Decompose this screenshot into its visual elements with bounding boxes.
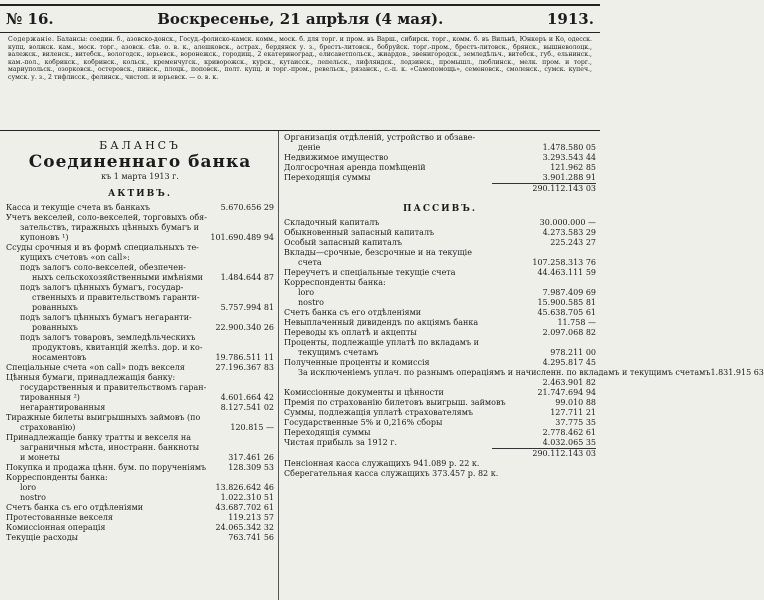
entry-label: nostro [20, 493, 46, 502]
issue-date: Воскресенье, 21 апрѣля (4 мая). [157, 10, 444, 28]
entry-amount: 11.758 — [557, 318, 596, 327]
entry-amount [188, 263, 274, 273]
liability-row [284, 288, 596, 298]
liability-row [284, 388, 596, 398]
liability-row [284, 459, 596, 469]
entry-amount: 290.112.143 03 [492, 183, 596, 194]
asset-row [6, 353, 274, 363]
entry-amount: 19.786.511 11 [215, 353, 274, 362]
asset-row [6, 393, 274, 403]
liability-row [284, 428, 596, 438]
entry-amount [203, 343, 274, 353]
entry-amount [200, 293, 274, 303]
entry-amount: 13.826.642 46 [215, 483, 274, 492]
asset-row [6, 443, 274, 453]
asset-cont-row [284, 183, 596, 194]
entry-label: Особый запасный капиталъ [284, 238, 403, 247]
entry-label: купоновъ ¹) [20, 233, 69, 242]
left-column [6, 133, 274, 600]
entry-amount: 101.690.489 94 [210, 233, 274, 242]
entry-amount: 15.900.585 81 [537, 298, 596, 307]
asset-row [6, 283, 274, 293]
entry-label: Покупка и продажа цѣнн. бум. по порученіямъ [6, 463, 207, 472]
entry-amount: 120.815 — [230, 423, 274, 432]
liability-row [284, 438, 596, 448]
asset-row [6, 363, 274, 373]
asset-row [6, 273, 274, 283]
entry-label: тированныя ²) [20, 393, 80, 402]
asset-row [6, 433, 274, 443]
entry-label: деніе [298, 143, 321, 152]
entry-amount [188, 283, 274, 293]
entry-amount: 2.778.462 61 [542, 428, 596, 437]
entry-amount: 2.463.901 82 [542, 378, 596, 387]
entry-amount: 1.022.310 51 [220, 493, 274, 502]
liability-row [284, 318, 596, 328]
entry-amount: 5.757.994 81 [220, 303, 274, 312]
entry-amount: 107.258.313 76 [532, 258, 596, 267]
entry-label: Учетъ векселей, соло-векселей, торговыхъ обя- [6, 213, 207, 222]
entry-label: Полученные проценты и комиссія [284, 358, 430, 367]
liability-row [284, 368, 764, 378]
entry-amount: 5.670.656 29 [220, 203, 274, 212]
entry-amount [492, 459, 596, 469]
entry-label: Спеціальные счета «on call» подъ векселя [6, 363, 185, 372]
entry-amount: 45.638.705 61 [537, 308, 596, 317]
entry-label: Пенсіонная касса служащихъ 941.089 р. 22 к. [284, 459, 480, 468]
entry-amount: 43.687.702 61 [215, 503, 274, 512]
entry-label: loro [20, 483, 37, 492]
asset-row [6, 313, 274, 323]
entry-amount: 128.309 53 [228, 463, 274, 472]
asset-row [6, 533, 274, 543]
asset-row [6, 403, 274, 413]
entry-amount: 21.747.694 94 [537, 388, 596, 397]
entry-label: страхованію) [20, 423, 76, 432]
entry-amount [206, 383, 274, 393]
entry-amount [188, 373, 274, 383]
asset-row [6, 513, 274, 523]
entry-label: Недвижимое имущество [284, 153, 389, 162]
asset-cont-row [284, 143, 596, 153]
entry-amount [200, 413, 274, 423]
entry-amount [199, 243, 274, 253]
entry-label: Тиражные билеты выигрышныхъ займовъ (по [6, 413, 201, 422]
entry-label: Цѣнныя бумаги, принадлежащія банку: [6, 373, 176, 382]
entry-label: подъ залогъ товаровъ, земледѣльческихъ [20, 333, 196, 342]
asset-row [6, 493, 274, 503]
entry-amount: 1.478.580 05 [542, 143, 596, 152]
entry-label [284, 448, 492, 459]
asset-row [6, 483, 274, 493]
entry-amount [199, 223, 274, 233]
entry-label: Счетъ банка съ его отдѣленіями [284, 308, 422, 317]
entry-amount: 978.211 00 [550, 348, 596, 357]
asset-row [6, 303, 274, 313]
entry-label: nostro [298, 298, 324, 307]
asset-row [6, 423, 274, 433]
asset-row [6, 523, 274, 533]
liability-row [284, 308, 596, 318]
entry-amount: 3.293.543 44 [542, 153, 596, 162]
entry-label: Переходящія суммы [284, 173, 371, 182]
top-rule [0, 4, 600, 6]
entry-amount [195, 333, 274, 343]
entry-label: продуктовъ, квитанцій желѣз. дор. и ко- [32, 343, 203, 352]
entry-amount: 37.775 35 [555, 418, 596, 427]
entry-label: Переходящія суммы [284, 428, 371, 437]
liability-row [284, 248, 596, 258]
entry-amount: 27.196.367 83 [215, 363, 274, 372]
asset-cont-row [284, 133, 596, 143]
asset-row [6, 333, 274, 343]
entry-label: негарантированныя [20, 403, 106, 412]
entry-amount: 317.461 26 [228, 453, 274, 462]
entry-label: loro [298, 288, 315, 297]
asset-row [6, 463, 274, 473]
entry-label: счета [298, 258, 322, 267]
entry-amount: 22.900.340 26 [215, 323, 274, 332]
masthead-rule [0, 32, 600, 33]
entry-label: За исключеніемъ уплач. по разнымъ операціямъ и начисленн. по вкладамъ и текущимъ счетамъ [298, 368, 711, 377]
entry-amount: 763.741 56 [228, 533, 274, 542]
entry-amount: 1.484.644 87 [220, 273, 274, 282]
asset-row [6, 323, 274, 333]
liability-row [284, 448, 596, 459]
asset-row [6, 223, 274, 233]
liability-row [284, 258, 596, 268]
issue-year: 1913. [547, 10, 594, 28]
asset-cont-row [284, 153, 596, 163]
entry-amount [207, 213, 274, 223]
entry-amount [191, 433, 274, 443]
asset-row [6, 263, 274, 273]
entry-label: Касса и текущіе счета въ банкахъ [6, 203, 150, 212]
table-of-contents [8, 36, 592, 128]
liability-row [284, 398, 596, 408]
entry-label: Государственные 5% и 0,216% сборы [284, 418, 443, 427]
entry-label [284, 378, 492, 388]
liability-row [284, 298, 596, 308]
asset-row [6, 473, 274, 483]
masthead [6, 10, 594, 30]
entry-label: Корреспонденты банка: [6, 473, 108, 482]
entry-label: подъ залогъ соло-векселей, обезпечен- [20, 263, 187, 272]
liability-row [284, 469, 596, 479]
entry-label: ныхъ сельскохозяйственными имѣніями [32, 273, 204, 282]
entry-label: заграничныя мѣста, иностранн. банкноты [20, 443, 200, 452]
liability-row [284, 328, 596, 338]
entry-label: текущимъ счетамъ [298, 348, 379, 357]
liability-row [284, 218, 596, 228]
liability-row [284, 338, 596, 348]
entry-amount: 44.463.111 59 [537, 268, 596, 277]
entry-amount [188, 253, 274, 263]
entry-label: Принадлежащіе банку тратты и векселя на [6, 433, 192, 442]
entry-amount: 8.127.541 02 [220, 403, 274, 412]
entry-label: рованныхъ [32, 323, 78, 332]
entry-label: подъ залогъ цѣнныхъ бумагъ негаранти- [20, 313, 192, 322]
entry-label: Комиссіонные документы и цѣнности [284, 388, 444, 397]
entry-label: Комиссіонная операція [6, 523, 106, 532]
balance-heading: БАЛАНСЪ [99, 139, 181, 152]
asset-row [6, 503, 274, 513]
column-separator [278, 131, 279, 600]
entry-amount: 3.901.288 91 [542, 173, 596, 182]
entry-amount: 290.112.143 03 [492, 448, 596, 459]
entry-label: Премія по страхованію билетовъ выигрыш. займовъ [284, 398, 506, 407]
liability-row [284, 378, 596, 388]
entry-label: Переучетъ и спеціальные текущіе счета [284, 268, 456, 277]
liability-row [284, 238, 596, 248]
entry-amount [492, 133, 596, 143]
entry-label: Чистая прибыль за 1912 г. [284, 438, 398, 447]
liability-row [284, 278, 596, 288]
entry-label: носаментовъ [32, 353, 87, 362]
entry-label: зательствъ, тиражныхъ цѣнныхъ бумагъ и [20, 223, 199, 232]
entry-amount: 30.000.000 — [539, 218, 596, 227]
assets-list [6, 203, 274, 543]
entry-amount: 127.711 21 [550, 408, 596, 417]
liability-row [284, 418, 596, 428]
entry-label: Ссуды срочныя и въ формѣ специальныхъ те- [6, 243, 199, 252]
entry-amount: 2.097.068 82 [542, 328, 596, 337]
entry-label: Складочный капиталъ [284, 218, 380, 227]
asset-row [6, 413, 274, 423]
asset-row [6, 233, 274, 243]
contents-label: Содержаніе. [8, 36, 55, 43]
entry-label: Организація отдѣленій, устройство и обзаве- [284, 133, 476, 142]
entry-amount: 119.213 57 [228, 513, 274, 522]
liabilities-heading: ПАССИВЪ. [402, 204, 477, 214]
liability-row [284, 268, 596, 278]
entry-label: Счетъ банка съ его отдѣленіями [6, 503, 144, 512]
entry-label: Протестованные векселя [6, 513, 113, 522]
liability-row [284, 228, 596, 238]
bank-name: Соединеннаго банка [28, 152, 252, 172]
entry-label: государственныя и правительствомъ гаран- [20, 383, 207, 392]
entry-label: Долгосрочная аренда помѣщеній [284, 163, 426, 172]
liability-row [284, 408, 596, 418]
asset-cont-row [284, 163, 596, 173]
entry-amount: 121.962 85 [550, 163, 596, 172]
balance-date: къ 1 марта 1913 г. [101, 172, 179, 181]
entry-amount [492, 278, 596, 288]
asset-row [6, 213, 274, 223]
entry-label: Сберегательная касса служащихъ 373.457 р. 82 к. [284, 469, 499, 478]
entry-label: Корреспонденты банка: [284, 278, 386, 287]
entry-amount [498, 469, 596, 479]
entry-amount: 7.987.409 69 [542, 288, 596, 297]
entry-amount: 1.831.915 63 [710, 368, 764, 377]
contents-rule [0, 130, 600, 131]
entry-label [284, 183, 492, 194]
issue-number: № 16. [6, 10, 54, 28]
asset-row [6, 293, 274, 303]
asset-row [6, 253, 274, 263]
entry-amount: 99.010 88 [555, 398, 596, 407]
entry-amount [492, 248, 596, 258]
entry-amount [188, 473, 274, 483]
entry-label: Суммы, подлежащія уплатѣ страхователямъ [284, 408, 474, 417]
entry-amount [199, 443, 274, 453]
entry-label: кущихъ счетовъ «on call»: [20, 253, 130, 262]
entry-amount: 4.032.065 35 [542, 438, 596, 447]
entry-label: Текущіе расходы [6, 533, 79, 542]
entry-amount: 225.243 27 [550, 238, 596, 247]
entry-label: Переводы къ оплатѣ и акцепты [284, 328, 417, 337]
asset-row [6, 453, 274, 463]
entry-label: подъ залогъ цѣнныхъ бумагъ, государ- [20, 283, 184, 292]
liability-row [284, 358, 596, 368]
entry-amount: 24.065.342 32 [215, 523, 274, 532]
liability-row [284, 348, 596, 358]
entry-label: Проценты, подлежащіе уплатѣ по вкладамъ и [284, 338, 479, 347]
right-column [284, 133, 764, 600]
asset-row [6, 343, 274, 353]
entry-amount [192, 313, 274, 323]
asset-row [6, 243, 274, 253]
assets-continued-list [284, 133, 596, 194]
entry-label: Обыкновенный запасный капиталъ [284, 228, 435, 237]
contents-text: Балансы: соедин. б., азовско-донск., Госуд.-фолиско-камск. комм., моск. б. для торг. и пром. въ Варш., сибирск. торг., комм. б. въ Вильнѣ, Юнкеръ и Ко, одесск. купц. волжск. кам., моск. торг., азовск. сѣв. о. в. к., алешковск., астрах., бердянск у. з., брестъ-литовск., бобруйск. торг.-пром., брестъ-литовск., брянск., вышневолоцк., валежск., виленск., витебск., вологодск., юрьевск., воронежск., городищ., 2 екатериноград., елисаветпольск., жиардов., звенигородск., земледѣльч., витебск., губ., ельнинск., кам.-пол., кобрикск., кобринск., кольск., кременчугск., криворожск., курск., кутаисск., лепельск., лифляндск., лодзинск., промышл., люблинск., мелк. пром. и торг., мариупольск., озорковск., остеровск., пинск., плоцк., поповск., полт. купц. и торг.-пром., ревельск., рязанск., с.-п. к. «Самопомощь», семеновск., смоленск., сумск. купеч., сумск. у. з., 2 тифлисск., фелинск., чистоп. и юрьевск. — о. в. к. [8, 36, 592, 81]
entry-label: Невыплаченный дивидендъ по акціямъ банка [284, 318, 479, 327]
asset-cont-row [284, 173, 596, 183]
asset-row [6, 373, 274, 383]
asset-row [6, 203, 274, 213]
entry-label: и монеты [20, 453, 60, 462]
entry-label: рованныхъ [32, 303, 78, 312]
entry-label: ственныхъ и правительствомъ гаранти- [32, 293, 200, 302]
asset-row [6, 383, 274, 393]
assets-heading: АКТИВЪ. [107, 189, 173, 199]
entry-label: Вклады—срочные, безсрочные и на текущіе [284, 248, 472, 257]
entry-amount: 4.601.664 42 [220, 393, 274, 402]
entry-amount: 4.295.817 45 [542, 358, 596, 367]
liabilities-list [284, 218, 764, 479]
entry-amount [492, 338, 596, 348]
entry-amount: 4.273.583 29 [542, 228, 596, 237]
